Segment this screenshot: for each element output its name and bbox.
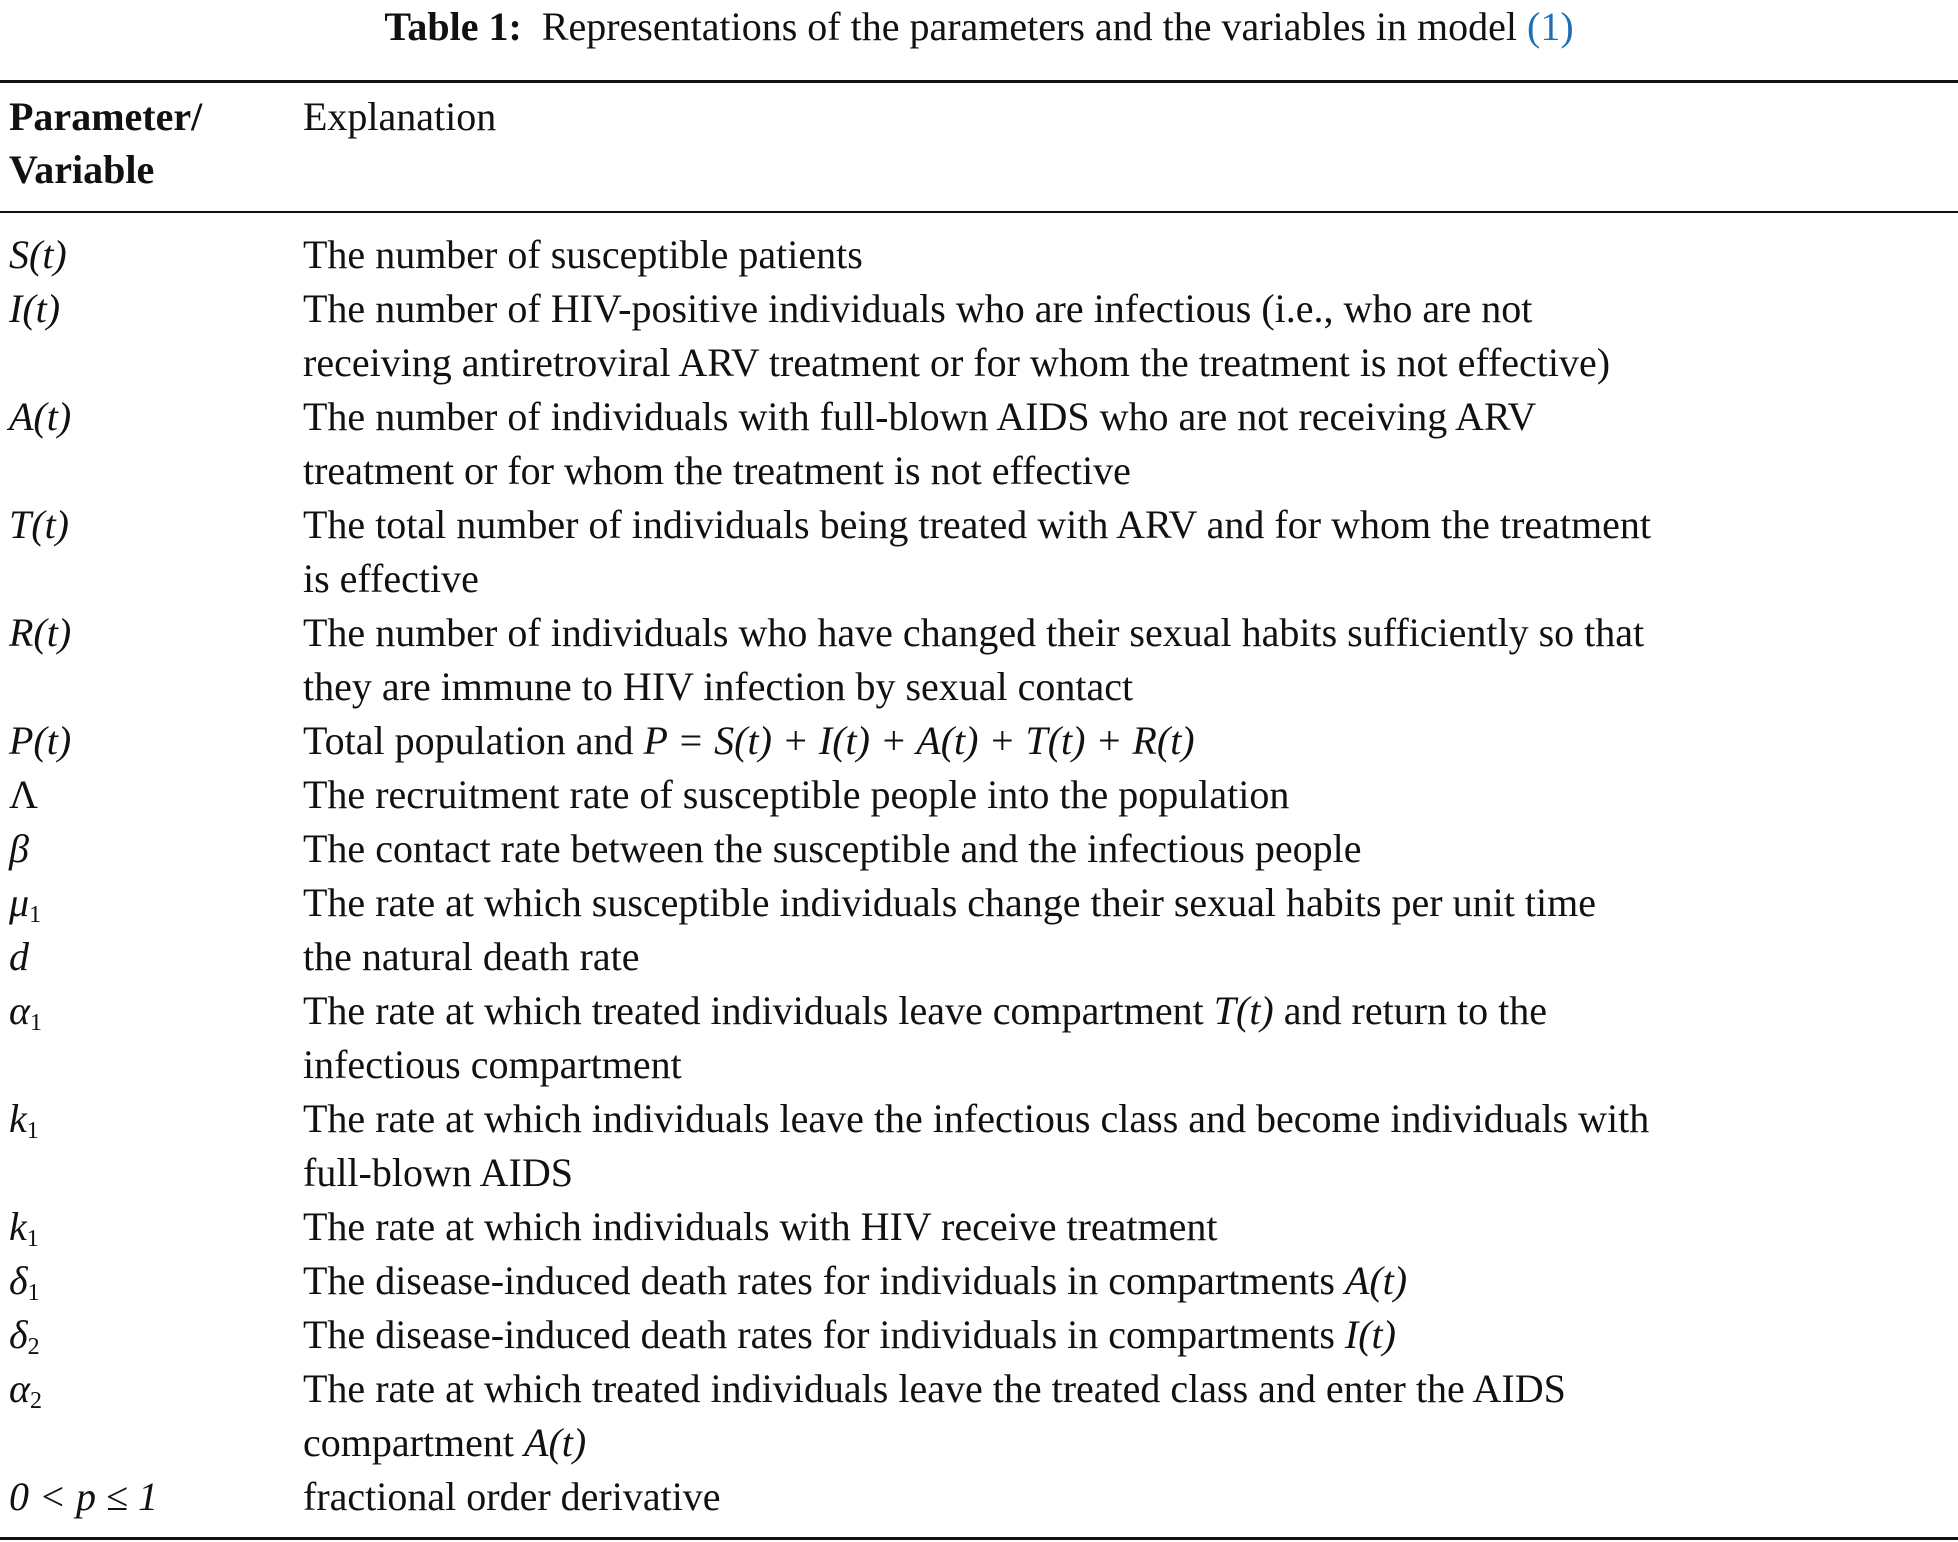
symbol-cell [9, 1362, 42, 1416]
explanation-cell [303, 606, 1953, 714]
explanation-cell [303, 1308, 1953, 1362]
explanation-line [303, 1308, 1953, 1362]
symbol-subscript: 1 [26, 1226, 39, 1252]
symbol-cell: 0 < p ≤ 1 [9, 1474, 158, 1519]
explanation-line: full-blown AIDS [303, 1150, 573, 1195]
symbol-cell [9, 1092, 39, 1146]
symbol-text: k [9, 1096, 27, 1141]
explanation-text: The disease-induced death rates for individuals in compartments [303, 1312, 1335, 1357]
explanation-line [303, 714, 1953, 768]
explanation-cell [303, 1200, 1953, 1254]
model-reference-link[interactable]: (1) [1527, 4, 1574, 49]
explanation-line: The rate at which individuals leave the infectious class and become individuals with [303, 1096, 1650, 1141]
symbol-cell: d [9, 934, 29, 979]
explanation-cell [303, 768, 1953, 822]
explanation-line: fractional order derivative [303, 1474, 721, 1519]
explanation-cell [303, 228, 1953, 282]
explanation-line: treatment or for whom the treatment is not effective [303, 448, 1131, 493]
explanation-cell [303, 1254, 1953, 1308]
explanation-cell [303, 876, 1953, 930]
symbol-cell: T(t) [9, 502, 69, 547]
table-caption [0, 2, 1958, 52]
symbol-text: α [9, 1366, 30, 1411]
symbol-text: μ [9, 880, 30, 925]
explanation-cell [303, 282, 1953, 390]
explanation-text: The rate at which treated individuals leave compartment [303, 988, 1204, 1033]
symbol-text: δ [9, 1258, 28, 1303]
symbol-text: k [9, 1204, 27, 1249]
symbol-cell [9, 768, 38, 822]
explanation-line: The number of susceptible patients [303, 232, 863, 277]
compartment-symbol: A(t) [1344, 1258, 1408, 1303]
symbol-subscript: 1 [27, 1280, 40, 1306]
explanation-cell [303, 930, 1953, 984]
symbol-subscript: 2 [30, 1388, 42, 1414]
symbol-cell: A(t) [9, 394, 72, 439]
explanation-text: The disease-induced death rates for individuals in compartments [303, 1258, 1335, 1303]
symbol-cell: P(t) [9, 718, 72, 763]
explanation-line: the natural death rate [303, 934, 640, 979]
symbol-text: δ [9, 1312, 28, 1357]
explanation-cell [303, 390, 1953, 498]
explanation-cell [303, 714, 1953, 768]
symbol-subscript: 1 [30, 1010, 42, 1036]
top-rule [0, 80, 1958, 83]
explanation-line: The number of HIV-positive individuals who are infectious (i.e., who are not [303, 286, 1533, 331]
symbol-cell: S(t) [9, 232, 67, 277]
compartment-symbol: I(t) [1344, 1312, 1396, 1357]
explanation-line: receiving antiretroviral ARV treatment or for whom the treatment is not effective) [303, 340, 1611, 385]
explanation-text: and return to the [1283, 988, 1547, 1033]
explanation-line: The contact rate between the susceptible and the infectious people [303, 826, 1362, 871]
symbol-cell: β [9, 826, 29, 871]
explanation-cell [303, 1092, 1953, 1200]
explanation-line: The number of individuals with full-blown AIDS who are not receiving ARV [303, 394, 1537, 439]
symbol-cell [9, 1308, 40, 1362]
symbol-text: α [9, 988, 30, 1033]
symbol-subscript: 1 [26, 1118, 39, 1144]
header-col1-line2: Variable [9, 147, 155, 192]
explanation-line: The number of individuals who have changed their sexual habits sufficiently so that [303, 610, 1645, 655]
explanation-cell [303, 1470, 1953, 1524]
explanation-line [303, 1254, 1953, 1308]
symbol-cell: R(t) [9, 610, 72, 655]
caption-text: Representations of the parameters and the variables in model [541, 4, 1518, 49]
symbol-cell [9, 984, 42, 1038]
symbol-cell [9, 876, 41, 930]
compartment-symbol: A(t) [524, 1420, 587, 1465]
symbol-cell [9, 1200, 39, 1254]
explanation-text: Total population and [303, 718, 634, 763]
explanation-line [303, 984, 1953, 1038]
bottom-rule [0, 1537, 1958, 1540]
symbol-cell [9, 1254, 40, 1308]
header-parameter-variable [9, 90, 202, 196]
explanation-line: they are immune to HIV infection by sexual contact [303, 664, 1134, 709]
explanation-line: infectious compartment [303, 1042, 682, 1087]
symbol-text: Λ [9, 772, 39, 817]
explanation-text: compartment [303, 1420, 515, 1465]
explanation-cell [303, 822, 1953, 876]
header-explanation: Explanation [303, 94, 497, 139]
symbol-subscript: 2 [27, 1334, 40, 1360]
compartment-symbol: T(t) [1213, 988, 1274, 1033]
explanation-line: The rate at which susceptible individuals change their sexual habits per unit time [303, 880, 1596, 925]
explanation-line: The rate at which individuals with HIV receive treatment [303, 1204, 1218, 1249]
explanation-line [303, 1416, 1953, 1470]
explanation-cell [303, 498, 1953, 606]
population-equation: P = S(t) + I(t) + A(t) + T(t) + R(t) [643, 718, 1195, 763]
explanation-cell [303, 984, 1953, 1092]
explanation-line: The total number of individuals being treated with ARV and for whom the treatment [303, 502, 1651, 547]
explanation-cell [303, 1362, 1953, 1470]
explanation-line: is effective [303, 556, 479, 601]
explanation-line: The rate at which treated individuals leave the treated class and enter the AIDS [303, 1366, 1566, 1411]
header-rule [0, 211, 1958, 213]
symbol-cell: I(t) [9, 286, 61, 331]
table-label: Table 1: [384, 4, 522, 49]
explanation-line: The recruitment rate of susceptible people into the population [303, 772, 1290, 817]
header-col1-line1: Parameter/ [9, 94, 203, 139]
symbol-subscript: 1 [29, 902, 42, 928]
